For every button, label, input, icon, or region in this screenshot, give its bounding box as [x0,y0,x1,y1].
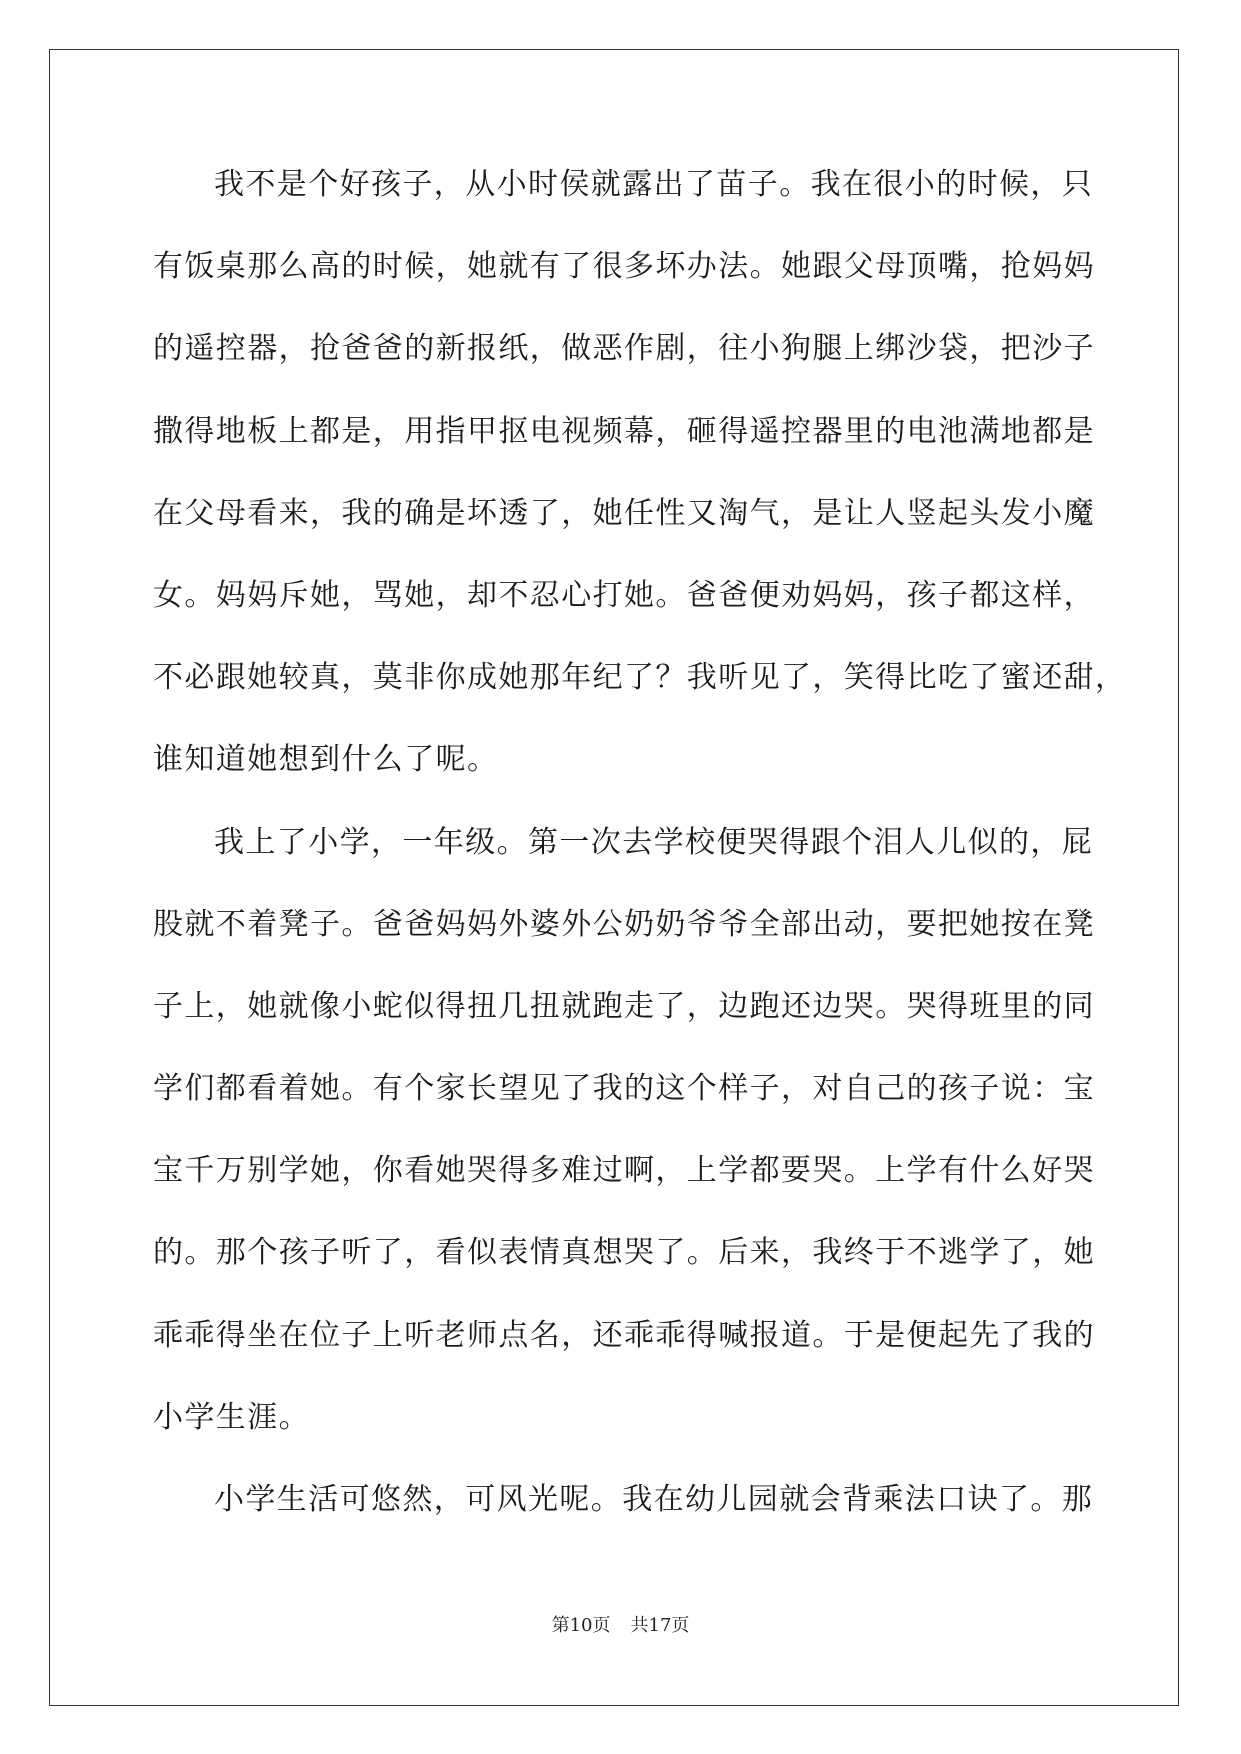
text-line: 学们都看着她。有个家长望见了我的这个样子，对自己的孩子说：宝 [153,1071,1095,1107]
text-line: 有饭桌那么高的时候，她就有了很多坏办法。她跟父母顶嘴，抢妈妈 [153,249,1095,285]
text-line: 我上了小学，一年级。第一次去学校便哭得跟个泪人儿似的，屁 [214,824,1094,860]
document-body [153,163,1127,1560]
text-line: 不必跟她较真，莫非你成她那年纪了？我听见了，笑得比吃了蜜还甜， [153,660,1127,696]
page-footer [0,1611,1241,1637]
text-line: 小学生活可悠然，可风光呢。我在幼儿园就会背乘法口诀了。那 [214,1482,1094,1517]
page-number-current: 第10页 [551,1615,611,1636]
text-line: 谁知道她想到什么了呢。 [153,742,499,778]
text-line: 的遥控器，抢爸爸的新报纸，做恶作剧，往小狗腿上绑沙袋，把沙子 [153,331,1095,367]
text-line: 小学生涯。 [153,1399,310,1435]
text-line: 子上，她就像小蛇似得扭几扭就跑走了，边跑还边哭。哭得班里的同 [153,988,1095,1024]
text-line: 我不是个好孩子，从小时侯就露出了苗子。我在很小的时候，只 [214,167,1094,202]
text-line: 在父母看来，我的确是坏透了，她任性又淘气，是让人竖起头发小魔 [153,495,1095,531]
text-line: 撒得地板上都是，用指甲抠电视频幕，砸得遥控器里的电池满地都是 [153,413,1095,449]
text-line: 乖乖得坐在位子上听老师点名，还乖乖得喊报道。于是便起先了我的 [153,1317,1095,1353]
text-line: 股就不着凳子。爸爸妈妈外婆外公奶奶爷爷全部出动，要把她按在凳 [153,906,1095,942]
text-line: 的。那个孩子听了，看似表情真想哭了。后来，我终于不逃学了，她 [153,1235,1095,1271]
page-number-total: 共17页 [630,1615,690,1636]
text-line: 女。妈妈斥她，骂她，却不忍心打她。爸爸便劝妈妈，孩子都这样， [153,577,1095,613]
text-line: 宝千万别学她，你看她哭得多难过啊，上学都要哭。上学有什么好哭 [153,1153,1095,1189]
